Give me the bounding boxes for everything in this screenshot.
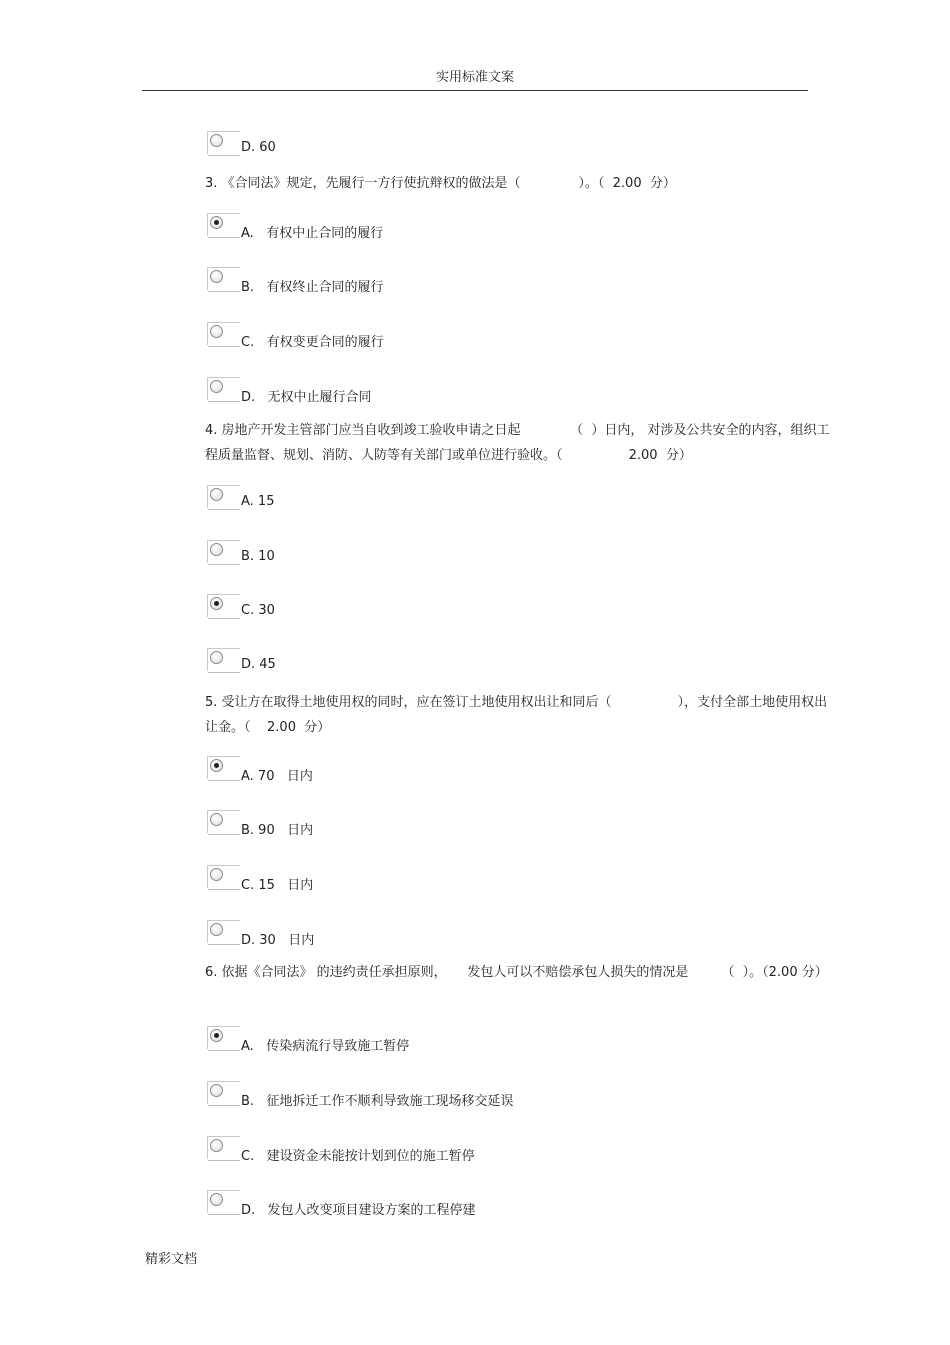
option-label: A. 70 日内 xyxy=(241,769,313,784)
option-label: B. 90 日内 xyxy=(241,823,314,838)
radio-button[interactable] xyxy=(210,325,223,338)
option-label: D. 60 xyxy=(241,140,276,155)
option-label: D. 30 日内 xyxy=(241,933,315,948)
question-6-option-d[interactable] xyxy=(207,1190,627,1220)
option-label: D. 无权中止履行合同 xyxy=(241,390,372,405)
question-5-option-d[interactable] xyxy=(207,920,627,950)
option-prev-d[interactable] xyxy=(207,131,627,161)
header-divider xyxy=(142,90,808,91)
question-5-option-b[interactable] xyxy=(207,810,627,840)
question-5-text: 5. 受让方在取得土地使用权的同时，应在签订土地使用权出让和同后（ ），支付全部土地使用权出让金。（ 2.00 分） xyxy=(205,695,828,735)
question-4-option-c[interactable] xyxy=(207,594,627,624)
page-header-title: 实用标准文案 xyxy=(435,70,514,85)
radio-button[interactable] xyxy=(210,1029,223,1042)
radio-button[interactable] xyxy=(210,651,223,664)
question-3-option-b[interactable] xyxy=(207,267,627,297)
question-4-option-b[interactable] xyxy=(207,540,627,570)
radio-button[interactable] xyxy=(210,868,223,881)
option-label: A. 有权中止合同的履行 xyxy=(241,226,384,241)
question-4-option-d[interactable] xyxy=(207,648,627,678)
question-5-option-c[interactable] xyxy=(207,865,627,895)
option-label: B. 10 xyxy=(241,549,275,564)
question-4-option-a[interactable] xyxy=(207,485,627,515)
radio-button[interactable] xyxy=(210,597,223,610)
radio-button[interactable] xyxy=(210,134,223,147)
question-3-text: 3. 《合同法》规定，先履行一方行使抗辩权的做法是（ ）。（ 2.00 分） xyxy=(205,176,676,191)
question-6-option-b[interactable] xyxy=(207,1081,627,1111)
question-5-option-a[interactable] xyxy=(207,756,627,786)
question-3-option-c[interactable] xyxy=(207,322,627,352)
radio-button[interactable] xyxy=(210,813,223,826)
question-3-option-a[interactable] xyxy=(207,213,627,243)
option-label: B. 征地拆迁工作不顺利导致施工现场移交延误 xyxy=(241,1094,514,1109)
question-4-text: 4. 房地产开发主管部门应当自收到竣工验收申请之日起 （ ）日内， 对涉及公共安全的内容，组织工程质量监督、规划、消防、人防等有关部门或单位进行验收。（ 2.00 分） xyxy=(205,423,830,463)
page-footer: 精彩文档 xyxy=(145,1252,198,1267)
radio-button[interactable] xyxy=(210,923,223,936)
radio-button[interactable] xyxy=(210,216,223,229)
option-label: D. 45 xyxy=(241,657,276,672)
option-label: A. 传染病流行导致施工暂停 xyxy=(241,1039,410,1054)
option-label: C. 30 xyxy=(241,603,275,618)
option-label: A. 15 xyxy=(241,494,275,509)
option-label: D. 发包人改变项目建设方案的工程停建 xyxy=(241,1203,476,1218)
radio-button[interactable] xyxy=(210,1139,223,1152)
option-label: B. 有权终止合同的履行 xyxy=(241,280,384,295)
radio-button[interactable] xyxy=(210,759,223,772)
question-3-option-d[interactable] xyxy=(207,377,627,407)
option-label: C. 15 日内 xyxy=(241,878,314,893)
radio-button[interactable] xyxy=(210,1084,223,1097)
radio-button[interactable] xyxy=(210,1193,223,1206)
radio-button[interactable] xyxy=(210,488,223,501)
radio-button[interactable] xyxy=(210,270,223,283)
question-6-text: 6. 依据《合同法》 的违约责任承担原则， 发包人可以不赔偿承包人损失的情况是 （ ）。（2.00 分） xyxy=(205,965,828,980)
radio-button[interactable] xyxy=(210,380,223,393)
option-label: C. 建设资金未能按计划到位的施工暂停 xyxy=(241,1149,475,1164)
radio-button[interactable] xyxy=(210,543,223,556)
option-label: C. 有权变更合同的履行 xyxy=(241,335,384,350)
question-6-option-c[interactable] xyxy=(207,1136,627,1166)
question-6-option-a[interactable] xyxy=(207,1026,627,1056)
